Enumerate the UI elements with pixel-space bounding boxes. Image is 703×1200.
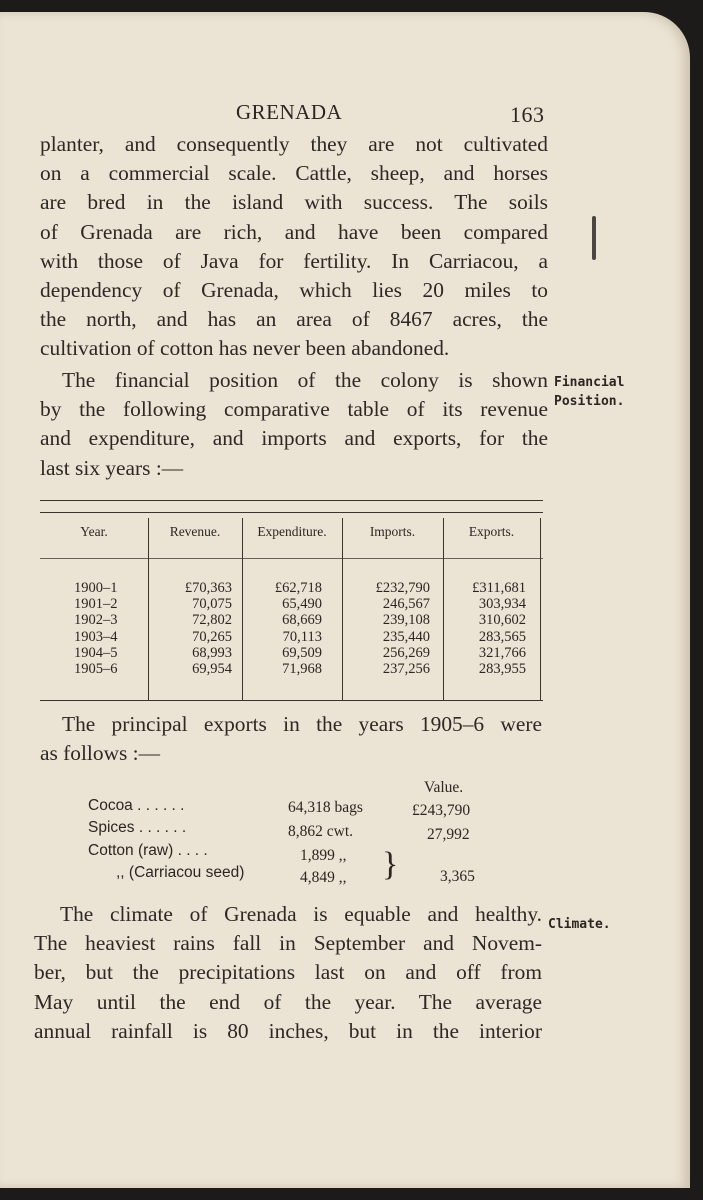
sidenote-line: Financial [554, 375, 625, 390]
text-line: last six years :— [40, 455, 184, 480]
cell-exports: 321,766 [478, 644, 526, 661]
column-exports [448, 580, 526, 677]
export-label: Spices . . . . . . [88, 819, 187, 836]
cell-revenue: 70,265 [192, 628, 232, 645]
export-label: Cotton (raw) . . . . [88, 842, 208, 859]
table-rule-header [40, 558, 543, 559]
text-line: cultivation of cotton has never been abandoned. [40, 336, 450, 361]
cell-expenditure: 71,968 [282, 661, 322, 678]
text-line: the north, and has an area of 8467 acres, the [40, 307, 548, 332]
cell-imports: 246,567 [382, 596, 430, 613]
margin-mark [592, 216, 596, 260]
page-number: 163 [510, 102, 545, 127]
value-header: Value. [424, 779, 464, 796]
sidenote-line: Position. [554, 394, 625, 409]
export-value: 3,365 [440, 868, 475, 885]
export-label: ,, (Carriacou seed) [116, 864, 245, 881]
text-line: annual rainfall is 80 inches, but in the interior [34, 1018, 542, 1043]
cell-year: 1904–5 [74, 644, 118, 661]
paragraph-2 [40, 366, 548, 483]
cell-imports: 256,269 [382, 644, 430, 661]
column-years [74, 580, 118, 677]
cell-revenue: 72,802 [192, 612, 232, 629]
export-quantity: 4,849 ,, [300, 869, 347, 886]
text-line: May until the end of the year. The average [34, 989, 542, 1014]
text-line: The heaviest rains fall in September and Novem- [34, 931, 542, 956]
export-quantity: 64,318 bags [288, 799, 363, 816]
header-expenditure: Expenditure. [257, 524, 327, 539]
text-line: ber, but the precipitations last on and off from [34, 960, 542, 985]
cell-exports: 283,565 [478, 628, 526, 645]
text-line: The climate of Grenada is equable and healthy. [60, 902, 542, 926]
cell-revenue: 70,075 [192, 596, 232, 613]
header-exports: Exports. [468, 524, 515, 539]
paragraph-3 [40, 710, 542, 768]
cell-imports: 239,108 [382, 612, 430, 629]
text-line: and expenditure, and imports and exports, for the [40, 426, 548, 451]
table-rule-top [40, 500, 543, 501]
cell-expenditure: 69,509 [282, 644, 322, 661]
cell-revenue: £70,363 [184, 580, 232, 596]
cell-exports: £311,681 [472, 580, 526, 596]
brace-symbol: } [382, 846, 399, 883]
text-line: The financial position of the colony is shown [62, 368, 548, 392]
column-divider [540, 518, 541, 700]
table-rule-bottom [40, 700, 543, 701]
text-line: planter, and consequently they are not cultivated [40, 132, 548, 156]
column-divider [148, 518, 149, 700]
column-divider [242, 518, 243, 700]
column-expenditure [252, 580, 322, 677]
paragraph-4 [34, 900, 542, 1046]
finance-table [40, 500, 543, 704]
export-quantity: 8,862 cwt. [288, 823, 354, 840]
export-value: £243,790 [412, 802, 471, 819]
cell-imports: 235,440 [382, 628, 430, 645]
cell-exports: 283,955 [478, 661, 526, 678]
cell-exports: 303,934 [478, 596, 526, 613]
column-divider [342, 518, 343, 700]
column-revenue [152, 580, 232, 677]
cell-year: 1903–4 [74, 628, 118, 645]
cell-revenue: 69,954 [192, 661, 232, 678]
text-line: as follows :— [40, 741, 161, 766]
text-line: The principal exports in the years 1905–6 were [62, 712, 542, 736]
cell-year: 1900–1 [74, 580, 118, 596]
page-title: GRENADA [236, 100, 343, 124]
export-quantity: 1,899 ,, [300, 847, 347, 864]
sidenote-climate: Climate. [548, 917, 611, 932]
text-line: by the following comparative table of its revenue [40, 397, 548, 422]
header-year: Year. [80, 524, 108, 539]
cell-expenditure: 65,490 [282, 596, 322, 613]
cell-expenditure: 70,113 [282, 628, 322, 645]
text-line: dependency of Grenada, which lies 20 miles to [40, 278, 548, 303]
cell-imports: 237,256 [382, 661, 430, 678]
text-line: with those of Java for fertility. In Carriacou, a [40, 248, 548, 273]
running-header [0, 100, 580, 130]
column-imports [350, 580, 430, 677]
cell-year: 1905–6 [74, 661, 118, 678]
table-rule-top-2 [40, 512, 543, 513]
export-value: 27,992 [427, 826, 470, 843]
cell-revenue: 68,993 [192, 644, 232, 661]
text-line: are bred in the island with success. The soils [40, 190, 548, 215]
text-line: of Grenada are rich, and have been compared [40, 219, 548, 244]
cell-year: 1901–2 [74, 596, 118, 613]
paragraph-1 [40, 130, 548, 364]
cell-expenditure: 68,669 [282, 612, 322, 629]
export-label: Cocoa . . . . . . [88, 797, 185, 814]
sidenote-financial [554, 373, 624, 411]
header-imports: Imports. [369, 524, 416, 539]
book-page [0, 12, 690, 1188]
cell-expenditure: £62,718 [274, 580, 322, 596]
cell-imports: £232,790 [375, 580, 430, 596]
header-revenue: Revenue. [169, 524, 221, 539]
text-line: on a commercial scale. Cattle, sheep, and horses [40, 161, 548, 186]
cell-exports: 310,602 [478, 612, 526, 629]
cell-year: 1902–3 [74, 612, 118, 629]
column-divider [443, 518, 444, 700]
